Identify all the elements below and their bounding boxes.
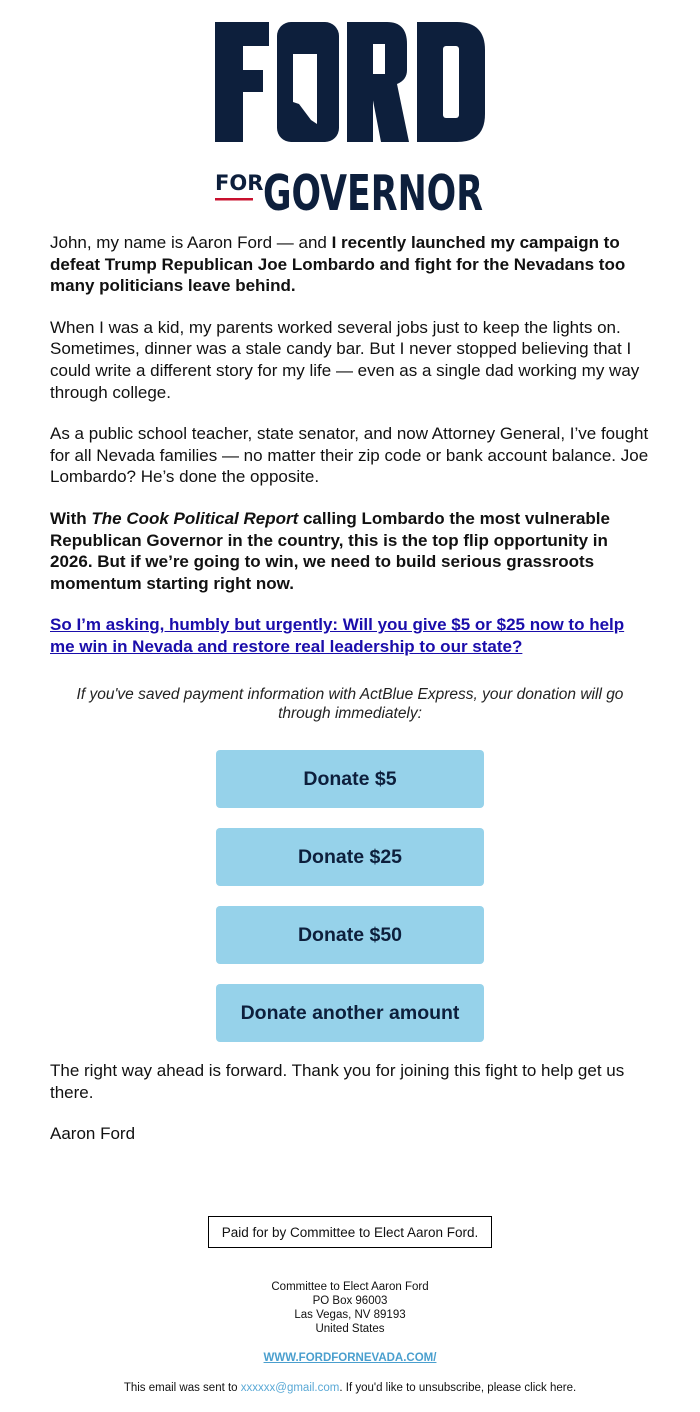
address-line: United States [315,1323,385,1335]
website-link[interactable]: WWW.FORDFORNEVADA.COM/ [263,1352,437,1364]
donate-other-amount-button[interactable]: Donate another amount [216,984,484,1042]
donation-ask-link[interactable]: So I’m asking, humbly but urgently: Will you give $5 or $25 now to help me win in Nevada and restore real leadership to our state? [50,615,625,656]
actblue-express-note: If you've saved payment information with ActBlue Express, your donation will go through immediately: [76,686,624,722]
mailing-address [0,1280,700,1336]
logo-for-text: FOR [215,171,264,195]
address-line: Committee to Elect Aaron Ford [271,1281,429,1293]
paragraph-ask [50,614,650,657]
paragraph-childhood: When I was a kid, my parents worked several jobs just to keep the lights on. Sometimes, dinner was a stale candy bar. But I never stopped believing that I could write a different story for my life — even as a single dad working my way through college. [50,317,640,402]
address-line: Las Vegas, NV 89193 [294,1309,406,1321]
unsubscribe-line: This email was sent to xxxxxx@gmail.com. If you'd like to unsubscribe, please click here. [123,1382,577,1394]
donate-25-button[interactable]: Donate $25 [216,828,484,886]
unsubscribe-link[interactable]: click here [524,1382,573,1394]
ford-for-governor-logo [213,20,487,222]
closing-line: The right way ahead is forward. Thank you for joining this fight to help get us there. [50,1061,625,1102]
paragraph-cook-report: With The Cook Political Report calling Lombardo the most vulnerable Republican Governor in the country, this is the top flip opportunity in 2026. But if we’re going to win, we need to build serious grassroots momentum starting right now. [50,508,610,593]
paragraph-record: As a public school teacher, state senator, and now Attorney General, I’ve fought for all Nevada families — no matter their zip code or bank account balance. Joe Lombardo? He’s done the opposite. [50,424,649,487]
signature: Aaron Ford [50,1124,136,1144]
recipient-email: xxxxxx@gmail.com [240,1382,340,1394]
closing [50,1060,650,1165]
paragraph-intro: John, my name is Aaron Ford — and I recently launched my campaign to defeat Trump Republican Joe Lombardo and fight for the Nevadans too many politicians leave behind. [50,233,626,296]
email-body [50,232,650,678]
donate-5-button[interactable]: Donate $5 [216,750,484,808]
donate-50-button[interactable]: Donate $50 [216,906,484,964]
logo-governor-text: GOVERNOR [263,165,483,222]
paid-for-disclaimer: Paid for by Committee to Elect Aaron Ford. [208,1216,492,1248]
website-link-wrap [0,1352,700,1364]
address-line: PO Box 96003 [312,1295,388,1307]
